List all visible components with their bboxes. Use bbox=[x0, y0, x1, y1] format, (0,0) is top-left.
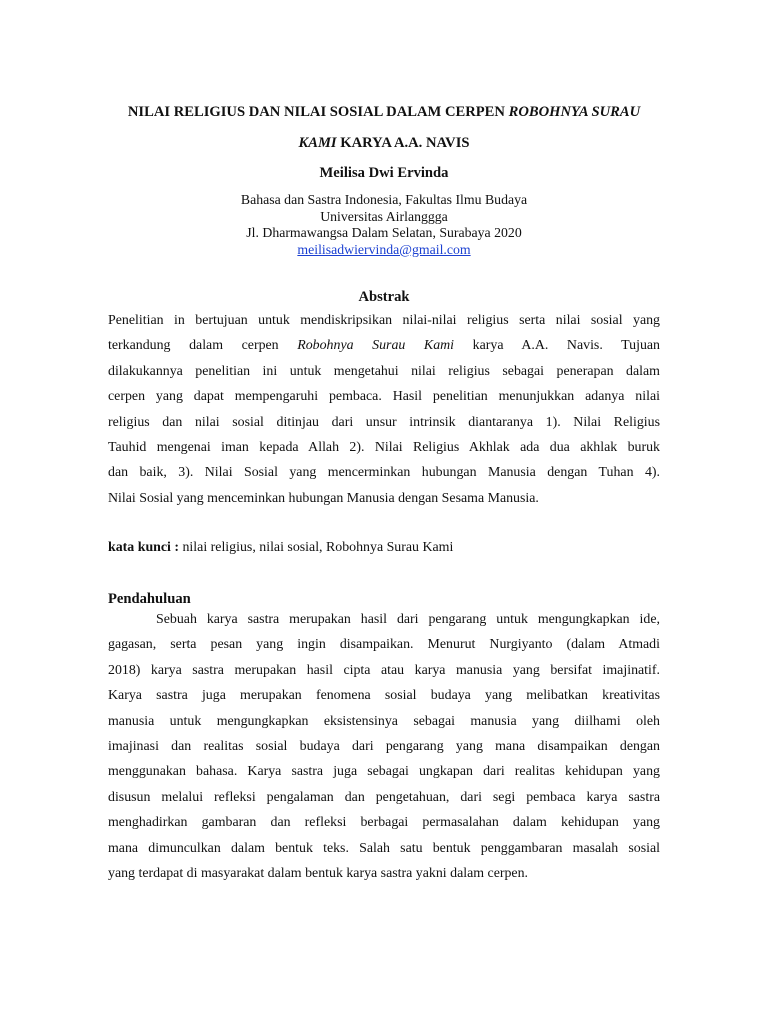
intro-line: gagasan, serta pesan yang ingin disampaikan. Menurut Nurgiyanto (dalam Atmadi bbox=[108, 637, 660, 653]
abstract-line-part: Robohnya Surau Kami bbox=[297, 338, 455, 354]
abstract-line-part: terkandung dalam cerpen bbox=[108, 338, 298, 354]
paper-title bbox=[108, 97, 660, 159]
title-line1-plain: NILAI RELIGIUS DAN NILAI SOSIAL DALAM CERPEN bbox=[127, 104, 509, 120]
affiliation-line: Bahasa dan Sastra Indonesia, Fakultas Ilmu Budaya bbox=[240, 192, 528, 207]
intro-line: yang terdapat di masyarakat dalam bentuk karya sastra yakni dalam cerpen. bbox=[108, 865, 529, 881]
abstract-line bbox=[108, 333, 660, 358]
intro-line: 2018) karya sastra merupakan hasil cipta atau karya manusia yang bersifat imajinatif. bbox=[108, 662, 660, 678]
abstract-heading: Abstrak bbox=[358, 289, 410, 305]
title-line1-italic: ROBOHNYA SURAU bbox=[508, 104, 641, 120]
title-line2-plain: KARYA A.A. NAVIS bbox=[336, 135, 470, 151]
abstract-line: religius dan nilai sosial ditinjau dari unsur intrinsik diantaranya 1). Nilai Religius bbox=[108, 414, 660, 430]
affiliation-block bbox=[108, 192, 660, 258]
abstract-line-part: karya A.A. Navis. Tujuan bbox=[454, 338, 661, 354]
abstract-line: cerpen yang dapat mempengaruhi pembaca. Hasil penelitian menunjukkan adanya nilai bbox=[108, 389, 660, 405]
intro-line: Karya sastra juga merupakan fenomena sosial budaya yang melibatkan kreativitas bbox=[108, 688, 660, 704]
intro-line: imajinasi dan realitas sosial budaya dari pengarang yang mana disampaikan dengan bbox=[108, 738, 660, 754]
author-name: Meilisa Dwi Ervinda bbox=[319, 165, 449, 181]
keywords-line bbox=[108, 537, 660, 559]
abstract-body bbox=[108, 308, 660, 511]
intro-line: disusun melalui refleksi pengalaman dan pengetahuan, dari segi pembaca karya sastra bbox=[108, 789, 660, 805]
introduction-body bbox=[108, 607, 660, 886]
keywords-text: nilai religius, nilai sosial, Robohnya Surau Kami bbox=[179, 540, 454, 555]
abstract-line: Penelitian in bertujuan untuk mendiskripsikan nilai-nilai religius serta nilai sosial yang bbox=[108, 313, 660, 328]
intro-line: Sebuah karya sastra merupakan hasil dari pengarang untuk mengungkapkan ide, bbox=[156, 612, 660, 627]
intro-line: menghadirkan gambaran dan refleksi berbagai permasalahan dalam kehidupan yang bbox=[108, 815, 660, 831]
affiliation-line: Universitas Airlanggga bbox=[320, 208, 448, 224]
abstract-line: dilakukannya penelitian ini untuk mengetahui nilai religius sebagai penerapan dalam bbox=[108, 363, 660, 379]
abstract-line: Tauhid mengenai iman kepada Allah 2). Nilai Religius Akhlak ada dua akhlak buruk bbox=[108, 439, 660, 455]
abstract-line: Nilai Sosial yang menceminkan hubungan Manusia dengan Sesama Manusia. bbox=[108, 490, 539, 506]
intro-line: menggunakan bahasa. Karya sastra juga sebagai ungkapan dari realitas kehidupan yang bbox=[108, 764, 660, 780]
intro-line: mana dimunculkan dalam bentuk teks. Salah satu bentuk penggambaran masalah sosial bbox=[108, 840, 660, 856]
section-heading-pendahuluan: Pendahuluan bbox=[108, 591, 191, 607]
intro-line: manusia untuk mengungkapkan eksistensinya sebagai manusia yang diilhami oleh bbox=[108, 713, 660, 729]
abstract-line: dan baik, 3). Nilai Sosial yang mencerminkan hubungan Manusia dengan Tuhan 4). bbox=[108, 465, 660, 481]
affiliation-line: Jl. Dharmawangsa Dalam Selatan, Surabaya 2020 bbox=[246, 225, 522, 240]
title-line2-italic: KAMI bbox=[298, 135, 337, 151]
keywords-label: kata kunci : bbox=[108, 540, 180, 555]
author-email-link[interactable]: meilisadwiervinda@gmail.com bbox=[297, 241, 471, 257]
